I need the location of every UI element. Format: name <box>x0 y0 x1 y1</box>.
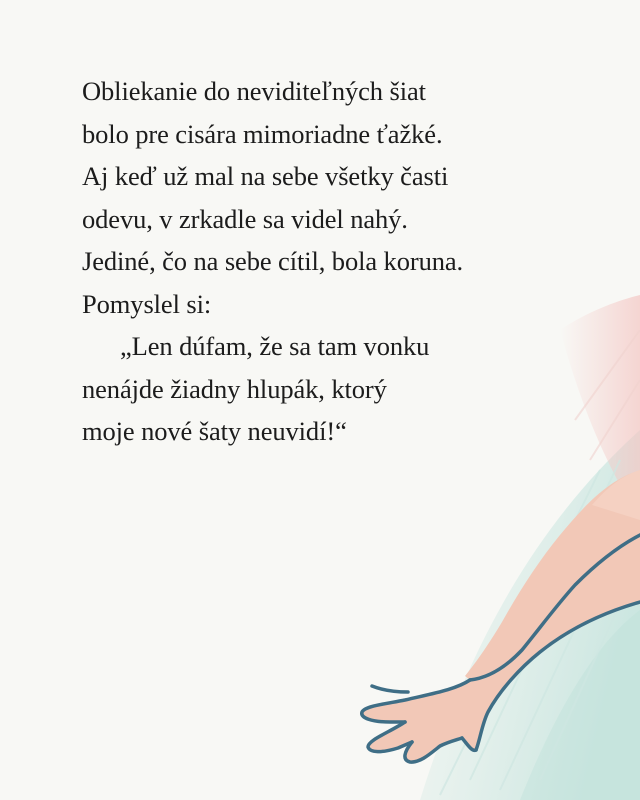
story-line: odevu, v zrkadle sa videl nahý. <box>82 203 408 234</box>
story-line: Pomyslel si: <box>82 288 212 319</box>
story-line: bolo pre cisára mimoriadne ťažké. <box>82 118 443 149</box>
story-line: moje nové šaty neuvidí!“ <box>82 416 347 446</box>
story-line: Aj keď už mal na sebe všetky časti <box>82 161 449 191</box>
story-line: „Len dúfam, že sa tam vonku <box>120 331 430 361</box>
story-line: nenájde žiadny hlupák, ktorý <box>82 373 387 404</box>
story-line: Jediné, čo na sebe cítil, bola koruna. <box>82 246 464 276</box>
story-line: Obliekanie do neviditeľných šiat <box>82 76 426 106</box>
